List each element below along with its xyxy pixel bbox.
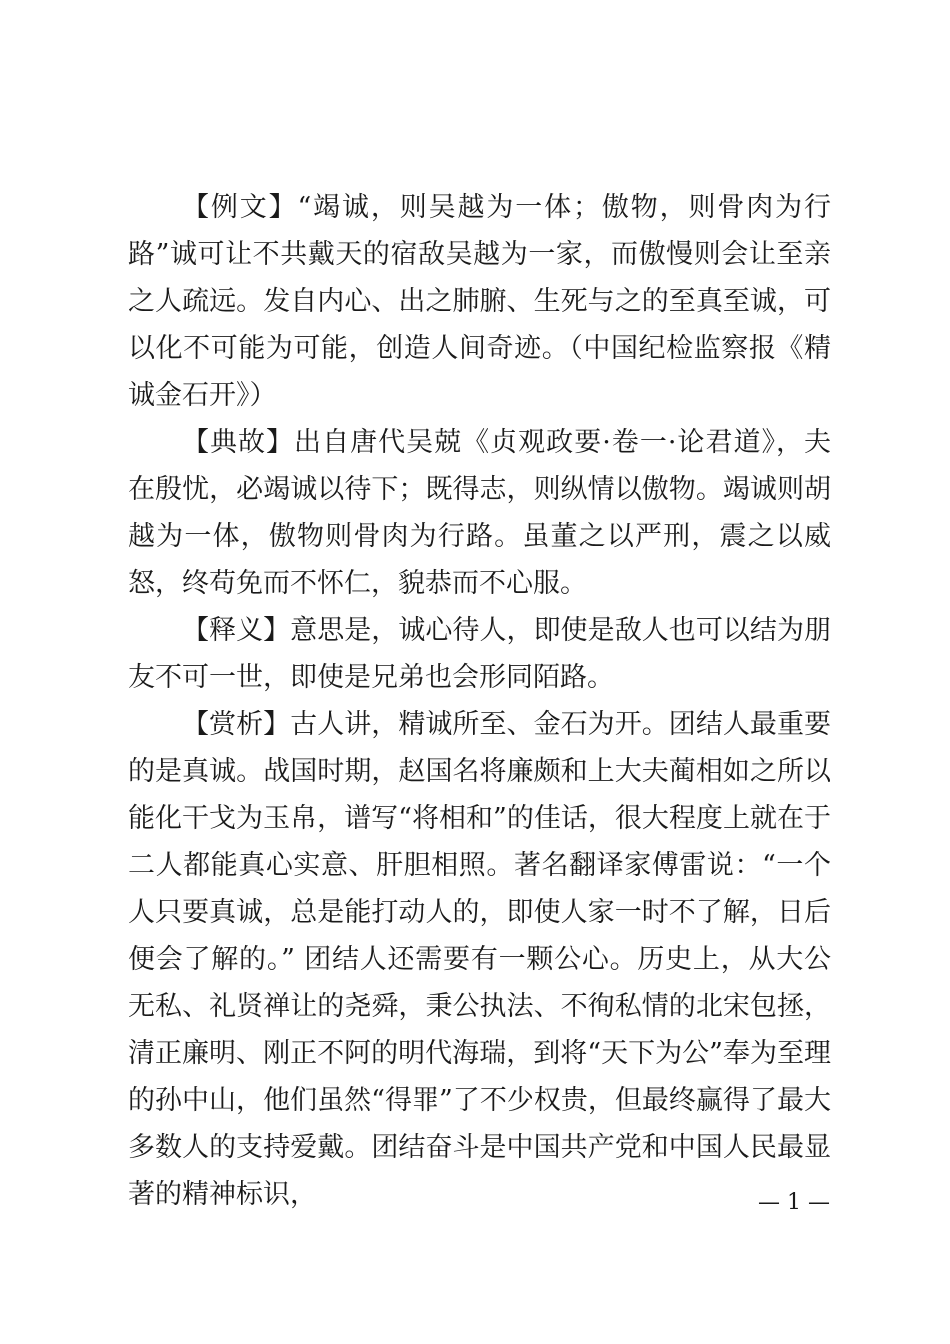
paragraph-appreciation: 【赏析】古人讲，精诚所至、金石为开。团结人最重要的是真诚。战国时期，赵国名将廉颇和上大夫蔺相如之所以能化干戈为玉帛，谱写“将相和”的佳话，很大程度上就在于二人都能真心实意、肝胆相照。著名翻译家傅雷说：“一个人只要真诚，总是能打动人的，即使人家一时不了解，日后便会了解的。” 团结人还需要有一颗公心。历史上，从大公无私、礼贤禅让的尧舜，秉公执法、不徇私情的北宋包拯，清正廉明、刚正不阿的明代海瑞，到将“天下为公”奉为至理的孙中山，他们虽然“得罪”了不少权贵，但最终赢得了最大多数人的支持爱戴。团结奋斗是中国共产党和中国人民最显著的精神标识， — [128, 709, 831, 1210]
page-number: — 1 — — [758, 1190, 830, 1215]
paragraph-example: 【例文】“竭诚，则吴越为一体；傲物，则骨肉为行路”诚可让不共戴天的宿敌吴越为一家，而傲慢则会让至亲之人疏远。发自内心、出之肺腑、生死与之的至真至诚，可以化不可能为可能，创造人间奇迹。（中国纪检监察报《精诚金石开》） — [128, 192, 831, 411]
document-body — [128, 184, 831, 1218]
paragraph-allusion: 【典故】出自唐代吴兢《贞观政要·卷一·论君道》，夫在殷忧，必竭诚以待下；既得志，则纵情以傲物。竭诚则胡越为一体，傲物则骨肉为行路。虽董之以严刑，震之以威怒，终苟免而不怀仁，貌恭而不心服。 — [128, 427, 831, 599]
paragraph-interpretation: 【释义】意思是，诚心待人，即使是敌人也可以结为朋友不可一世，即使是兄弟也会形同陌路。 — [128, 615, 831, 693]
